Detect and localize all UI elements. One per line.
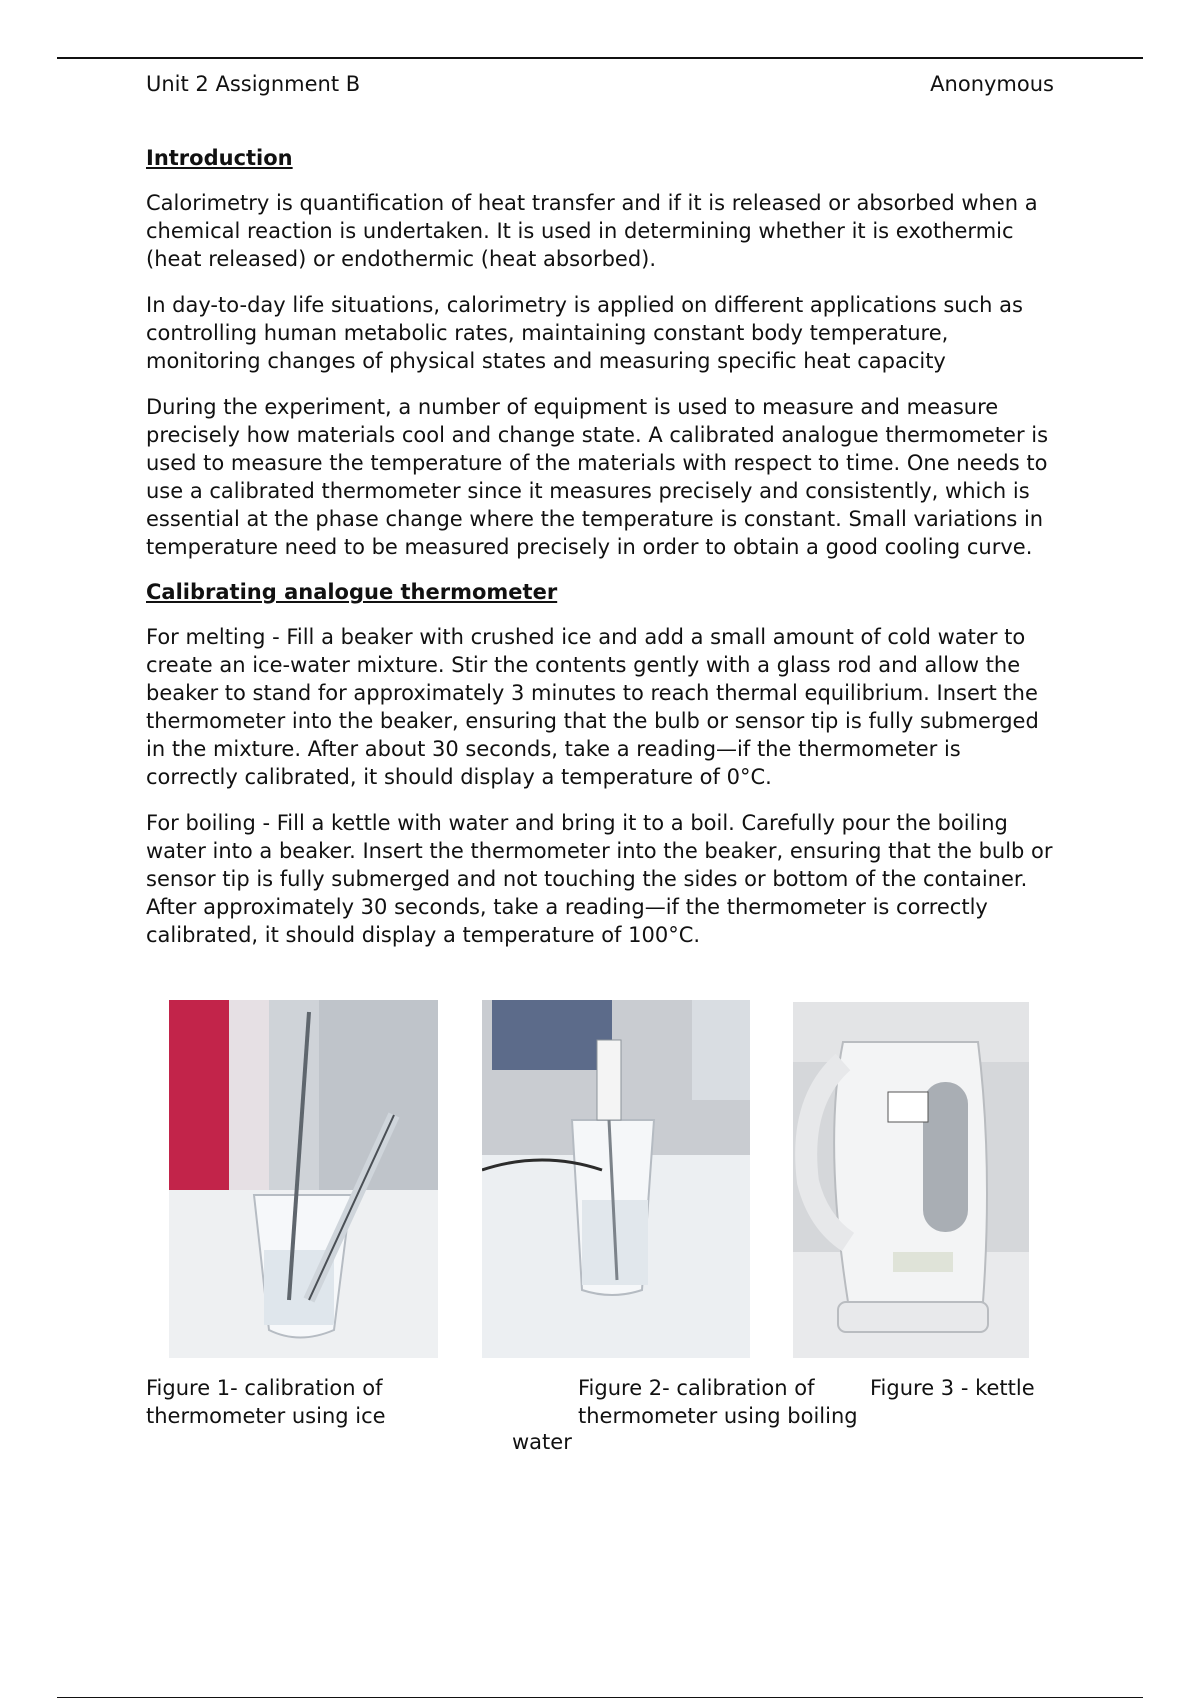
section-heading-calibrating: Calibrating analogue thermometer	[146, 580, 558, 604]
section-heading-introduction: Introduction	[146, 146, 293, 170]
paragraph: Calorimetry is quantification of heat transfer and if it is released or absorbed when a chemical reaction is undertaken. It is used in determining whether it is exothermic (heat released) or endothermic (heat absorbed).	[146, 191, 1038, 271]
figure-1-caption: Figure 1- calibration of thermometer using ice	[146, 1376, 386, 1428]
header-author: Anonymous	[930, 72, 1054, 96]
figure-2-photo	[482, 1000, 750, 1358]
figure-3-photo	[793, 1002, 1029, 1358]
figure-2-caption: Figure 2- calibration of thermometer using boiling	[578, 1376, 858, 1428]
paragraph-boiling: For boiling - Fill a kettle with water and bring it to a boil. Carefully pour the boiling water into a beaker. Insert the thermometer into the beaker, ensuring that the bulb or sensor tip is fully submerged and not touching the sides or bottom of the container. After approximately 30 seconds, take a reading—if the thermometer is correctly calibrated, it should display a temperature of 100°C.	[146, 811, 1053, 947]
document-body	[146, 145, 1056, 967]
paragraph: During the experiment, a number of equipment is used to measure and measure precisely how materials cool and change state. A calibrated analogue thermometer is used to measure the temperature of the materials with respect to time. One needs to use a calibrated thermometer since it measures precisely and consistently, which is essential at the phase change where the temperature is constant. Small variations in temperature need to be measured precisely in order to obtain a good cooling curve.	[146, 395, 1049, 559]
figure-2-caption-wrap: water	[512, 1430, 572, 1454]
figure-1-photo	[169, 1000, 438, 1358]
header-title: Unit 2 Assignment B	[146, 72, 361, 96]
paragraph: In day-to-day life situations, calorimetry is applied on different applications such as controlling human metabolic rates, maintaining constant body temperature, monitoring changes of physical states and measuring specific heat capacity	[146, 293, 1023, 373]
paragraph-melting: For melting - Fill a beaker with crushed ice and add a small amount of cold water to create an ice-water mixture. Stir the contents gently with a glass rod and allow the beaker to stand for approximately 3 minutes to reach thermal equilibrium. Insert the thermometer into the beaker, ensuring that the bulb or sensor tip is fully submerged in the mixture. After about 30 seconds, take a reading—if the thermometer is correctly calibrated, it should display a temperature of 0°C.	[146, 625, 1039, 789]
footer-rule	[57, 1697, 1143, 1698]
figure-3-caption: Figure 3 - kettle	[870, 1376, 1035, 1400]
header-rule	[57, 57, 1143, 59]
